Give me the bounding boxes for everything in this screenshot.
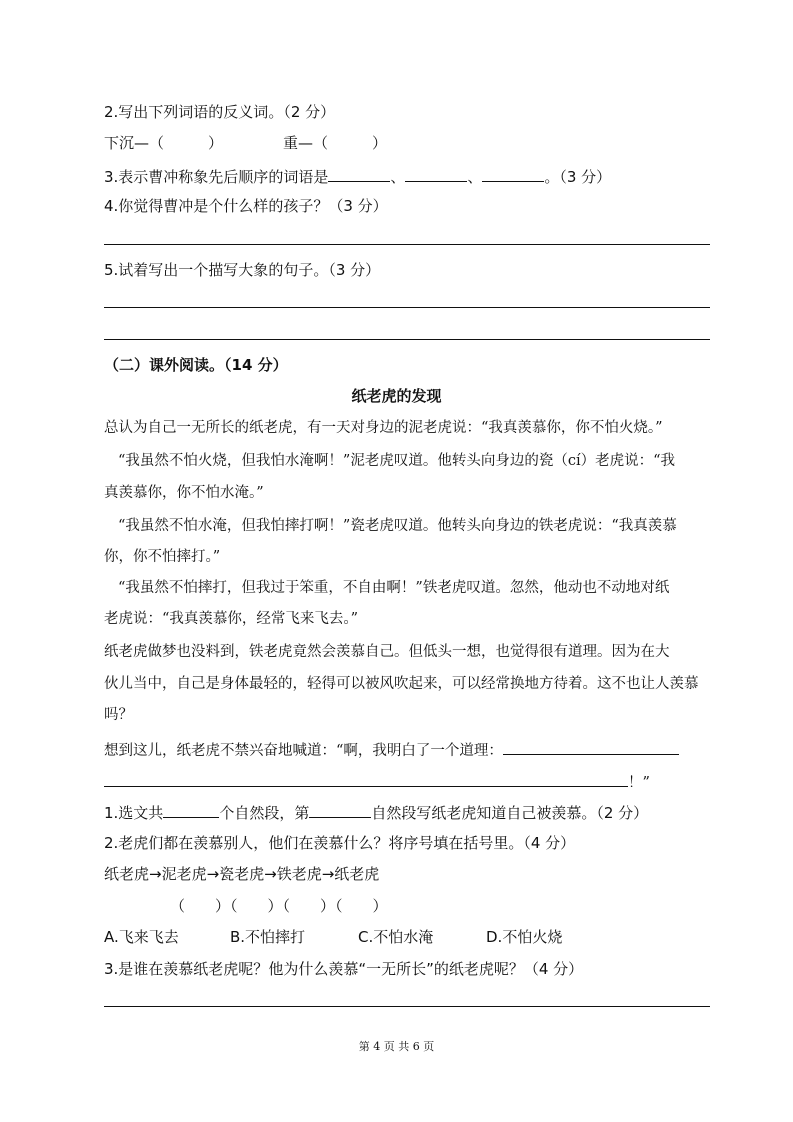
story-paragraph-6-end	[104, 770, 650, 793]
sub-question-2-prompt: 2.老虎们都在羡慕别人，他们在羡慕什么？将序号填在括号里。（4 分）	[104, 834, 576, 852]
option-c: C.不怕水淹	[358, 928, 434, 946]
answer-brackets[interactable]: （ ）（ ）（ ）（ ）	[170, 897, 388, 915]
answer-line[interactable]	[104, 307, 710, 308]
option-a: A.飞来飞去	[104, 928, 179, 946]
answer-line[interactable]	[104, 1006, 710, 1007]
story-title: 纸老虎的发现	[351, 387, 442, 405]
answer-blank[interactable]	[104, 770, 628, 787]
sub-question-1-text: 个自然段，第	[219, 804, 310, 822]
story-paragraph-6-text: 想到这儿，纸老虎不禁兴奋地喊道：“啊，我明白了一个道理：	[104, 743, 503, 759]
answer-blank[interactable]	[163, 801, 219, 818]
story-paragraph-4-line-1: “我虽然不怕摔打，但我过于笨重，不自由啊！”铁老虎叹道。忽然，他动也不动地对纸	[118, 580, 670, 596]
sub-question-3-prompt: 3.是谁在羡慕纸老虎呢？他为什么羡慕“一无所长”的纸老虎呢？（4 分）	[104, 960, 584, 978]
question-5-prompt: 5.试着写出一个描写大象的句子。（3 分）	[104, 261, 381, 279]
option-b: B.不怕摔打	[230, 928, 306, 946]
story-paragraph-2-line-2: 真羡慕你，你不怕水淹。”	[104, 485, 264, 501]
option-d: D.不怕火烧	[486, 928, 563, 946]
page-footer: 第 4 页 共 6 页	[358, 1040, 435, 1053]
sub-question-1-text: 1.选文共	[104, 804, 164, 822]
story-paragraph-4-line-2: 老虎说：“我真羡慕你，经常飞来飞去。”	[104, 611, 359, 627]
section-heading: （二）课外阅读。（14 分）	[104, 356, 288, 374]
story-paragraph-1: 总认为自己一无所长的纸老虎，有一天对身边的泥老虎说：“我真羡慕你，你不怕火烧。”	[104, 420, 663, 436]
antonym-close-2: ）	[372, 134, 388, 152]
answer-blank[interactable]	[405, 165, 467, 182]
separator: 、	[390, 168, 406, 186]
answer-blank[interactable]	[328, 165, 390, 182]
answer-blank[interactable]	[309, 801, 371, 818]
tiger-chain: 纸老虎→泥老虎→瓷老虎→铁老虎→纸老虎	[104, 865, 380, 883]
story-paragraph-3-line-1: “我虽然不怕水淹，但我怕摔打啊！”瓷老虎叹道。他转头向身边的铁老虎说：“我真羡慕	[118, 518, 677, 534]
question-3-score: 。（3 分）	[544, 168, 612, 186]
question-3	[104, 165, 611, 187]
story-paragraph-5-line-2: 伙儿当中，自己是身体最轻的，轻得可以被风吹起来，可以经常换地方待着。这不也让人羡慕	[104, 676, 699, 692]
answer-blank[interactable]	[503, 738, 679, 755]
antonym-word-1: 下沉—（	[104, 134, 165, 152]
question-4-prompt: 4.你觉得曹冲是个什么样的孩子？（3 分）	[104, 197, 388, 215]
options-row	[104, 927, 562, 947]
question-2-prompt: 2.写出下列词语的反义词。（2 分）	[104, 103, 336, 121]
answer-blank[interactable]	[482, 165, 544, 182]
question-3-prompt: 3.表示曹冲称象先后顺序的词语是	[104, 168, 329, 186]
story-paragraph-3-line-2: 你，你不怕摔打。”	[104, 549, 221, 565]
story-paragraph-6	[104, 738, 679, 761]
story-paragraph-5-line-3: 吗？	[104, 707, 133, 723]
sub-question-1	[104, 801, 648, 823]
story-paragraph-5-line-1: 纸老虎做梦也没料到，铁老虎竟然会羡慕自己。但低头一想，也觉得很有道理。因为在大	[104, 644, 670, 660]
sub-question-1-text: 自然段写纸老虎知道自己被羡慕。（2 分）	[371, 804, 649, 822]
antonym-close-1: ）	[208, 134, 224, 152]
separator: 、	[467, 168, 483, 186]
answer-line[interactable]	[104, 244, 710, 245]
answer-line[interactable]	[104, 339, 710, 340]
antonym-word-2: 重—（	[283, 134, 329, 152]
story-paragraph-2-line-1: “我虽然不怕火烧，但我怕水淹啊！”泥老虎叹道。他转头向身边的瓷（cí）老虎说：“我	[118, 453, 675, 469]
question-2-answers	[104, 133, 387, 153]
story-paragraph-6-close: ！”	[628, 775, 650, 791]
